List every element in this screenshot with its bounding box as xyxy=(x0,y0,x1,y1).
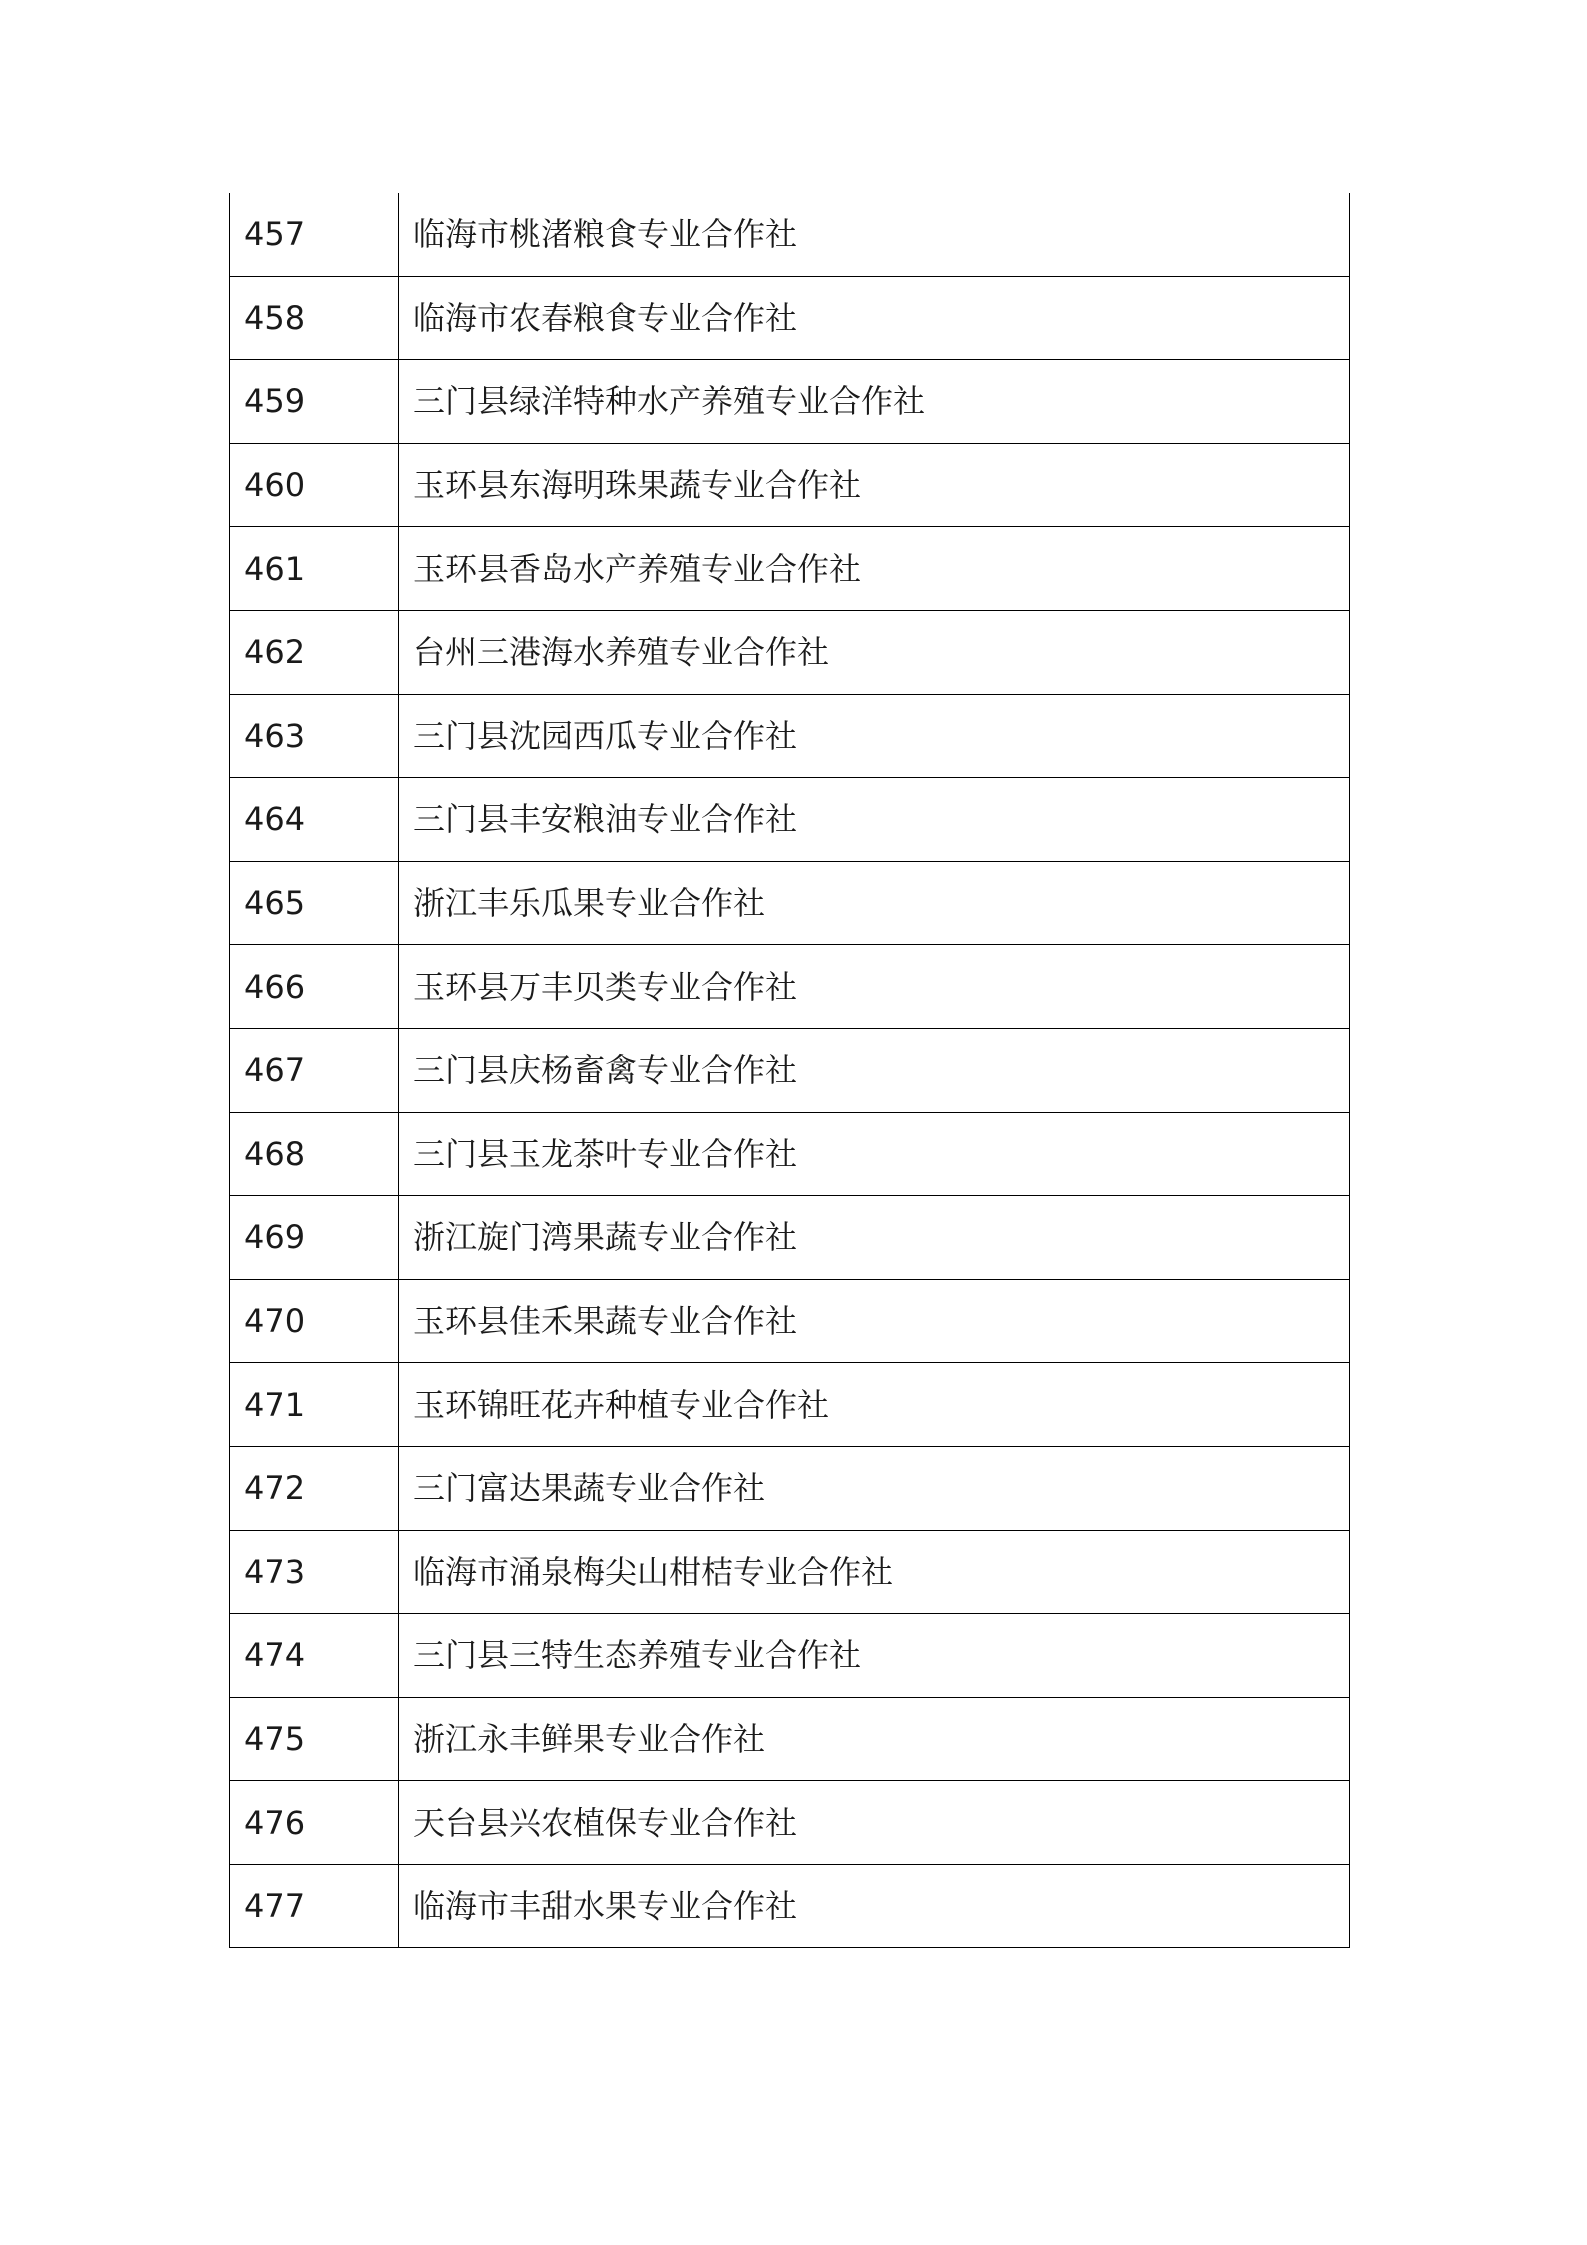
cooperative-name-cell: 临海市丰甜水果专业合作社 xyxy=(399,1864,1350,1948)
cooperative-name-cell: 玉环县东海明珠果蔬专业合作社 xyxy=(399,443,1350,527)
cooperative-name-cell: 三门县庆杨畜禽专业合作社 xyxy=(399,1028,1350,1112)
row-number-cell: 461 xyxy=(230,527,399,611)
row-number-cell: 463 xyxy=(230,694,399,778)
table-row xyxy=(230,1196,1350,1280)
row-number-cell: 465 xyxy=(230,861,399,945)
row-number-cell: 468 xyxy=(230,1112,399,1196)
cooperative-name-cell: 玉环县香岛水产养殖专业合作社 xyxy=(399,527,1350,611)
table-row xyxy=(230,945,1350,1029)
row-number-cell: 464 xyxy=(230,778,399,862)
table-row xyxy=(230,1530,1350,1614)
table-row xyxy=(230,1446,1350,1530)
cooperative-name-cell: 浙江丰乐瓜果专业合作社 xyxy=(399,861,1350,945)
cooperative-name-cell: 三门县玉龙茶叶专业合作社 xyxy=(399,1112,1350,1196)
table-row xyxy=(230,443,1350,527)
table-row xyxy=(230,1614,1350,1698)
table-row xyxy=(230,610,1350,694)
row-number-cell: 467 xyxy=(230,1028,399,1112)
cooperative-name-cell: 浙江旋门湾果蔬专业合作社 xyxy=(399,1196,1350,1280)
cooperative-name-cell: 三门县沈园西瓜专业合作社 xyxy=(399,694,1350,778)
row-number-cell: 460 xyxy=(230,443,399,527)
table-body xyxy=(230,193,1350,1948)
cooperative-name-cell: 玉环锦旺花卉种植专业合作社 xyxy=(399,1363,1350,1447)
table-row xyxy=(230,1697,1350,1781)
cooperative-name-cell: 天台县兴农植保专业合作社 xyxy=(399,1781,1350,1865)
row-number-cell: 477 xyxy=(230,1864,399,1948)
table-row xyxy=(230,861,1350,945)
row-number-cell: 471 xyxy=(230,1363,399,1447)
table-row xyxy=(230,1112,1350,1196)
row-number-cell: 462 xyxy=(230,610,399,694)
cooperative-name-cell: 三门县三特生态养殖专业合作社 xyxy=(399,1614,1350,1698)
table-row xyxy=(230,1363,1350,1447)
row-number-cell: 472 xyxy=(230,1446,399,1530)
row-number-cell: 466 xyxy=(230,945,399,1029)
row-number-cell: 473 xyxy=(230,1530,399,1614)
row-number-cell: 457 xyxy=(230,193,399,276)
cooperative-list-table-container xyxy=(229,193,1349,1948)
table-row xyxy=(230,1279,1350,1363)
cooperative-name-cell: 台州三港海水养殖专业合作社 xyxy=(399,610,1350,694)
cooperative-name-cell: 临海市桃渚粮食专业合作社 xyxy=(399,193,1350,276)
table-row xyxy=(230,778,1350,862)
cooperative-name-cell: 玉环县万丰贝类专业合作社 xyxy=(399,945,1350,1029)
table-row xyxy=(230,276,1350,360)
row-number-cell: 474 xyxy=(230,1614,399,1698)
table-row xyxy=(230,527,1350,611)
row-number-cell: 475 xyxy=(230,1697,399,1781)
cooperative-name-cell: 浙江永丰鲜果专业合作社 xyxy=(399,1697,1350,1781)
row-number-cell: 476 xyxy=(230,1781,399,1865)
cooperative-name-cell: 临海市农春粮食专业合作社 xyxy=(399,276,1350,360)
table-row xyxy=(230,694,1350,778)
row-number-cell: 458 xyxy=(230,276,399,360)
cooperative-name-cell: 三门县绿洋特种水产养殖专业合作社 xyxy=(399,360,1350,444)
cooperative-name-cell: 三门富达果蔬专业合作社 xyxy=(399,1446,1350,1530)
cooperative-name-cell: 三门县丰安粮油专业合作社 xyxy=(399,778,1350,862)
table-row xyxy=(230,1864,1350,1948)
table-row xyxy=(230,360,1350,444)
row-number-cell: 470 xyxy=(230,1279,399,1363)
table-row xyxy=(230,193,1350,276)
table-row xyxy=(230,1781,1350,1865)
cooperative-name-cell: 玉环县佳禾果蔬专业合作社 xyxy=(399,1279,1350,1363)
row-number-cell: 469 xyxy=(230,1196,399,1280)
row-number-cell: 459 xyxy=(230,360,399,444)
table-row xyxy=(230,1028,1350,1112)
cooperative-name-cell: 临海市涌泉梅尖山柑桔专业合作社 xyxy=(399,1530,1350,1614)
cooperative-list-table xyxy=(229,193,1350,1948)
